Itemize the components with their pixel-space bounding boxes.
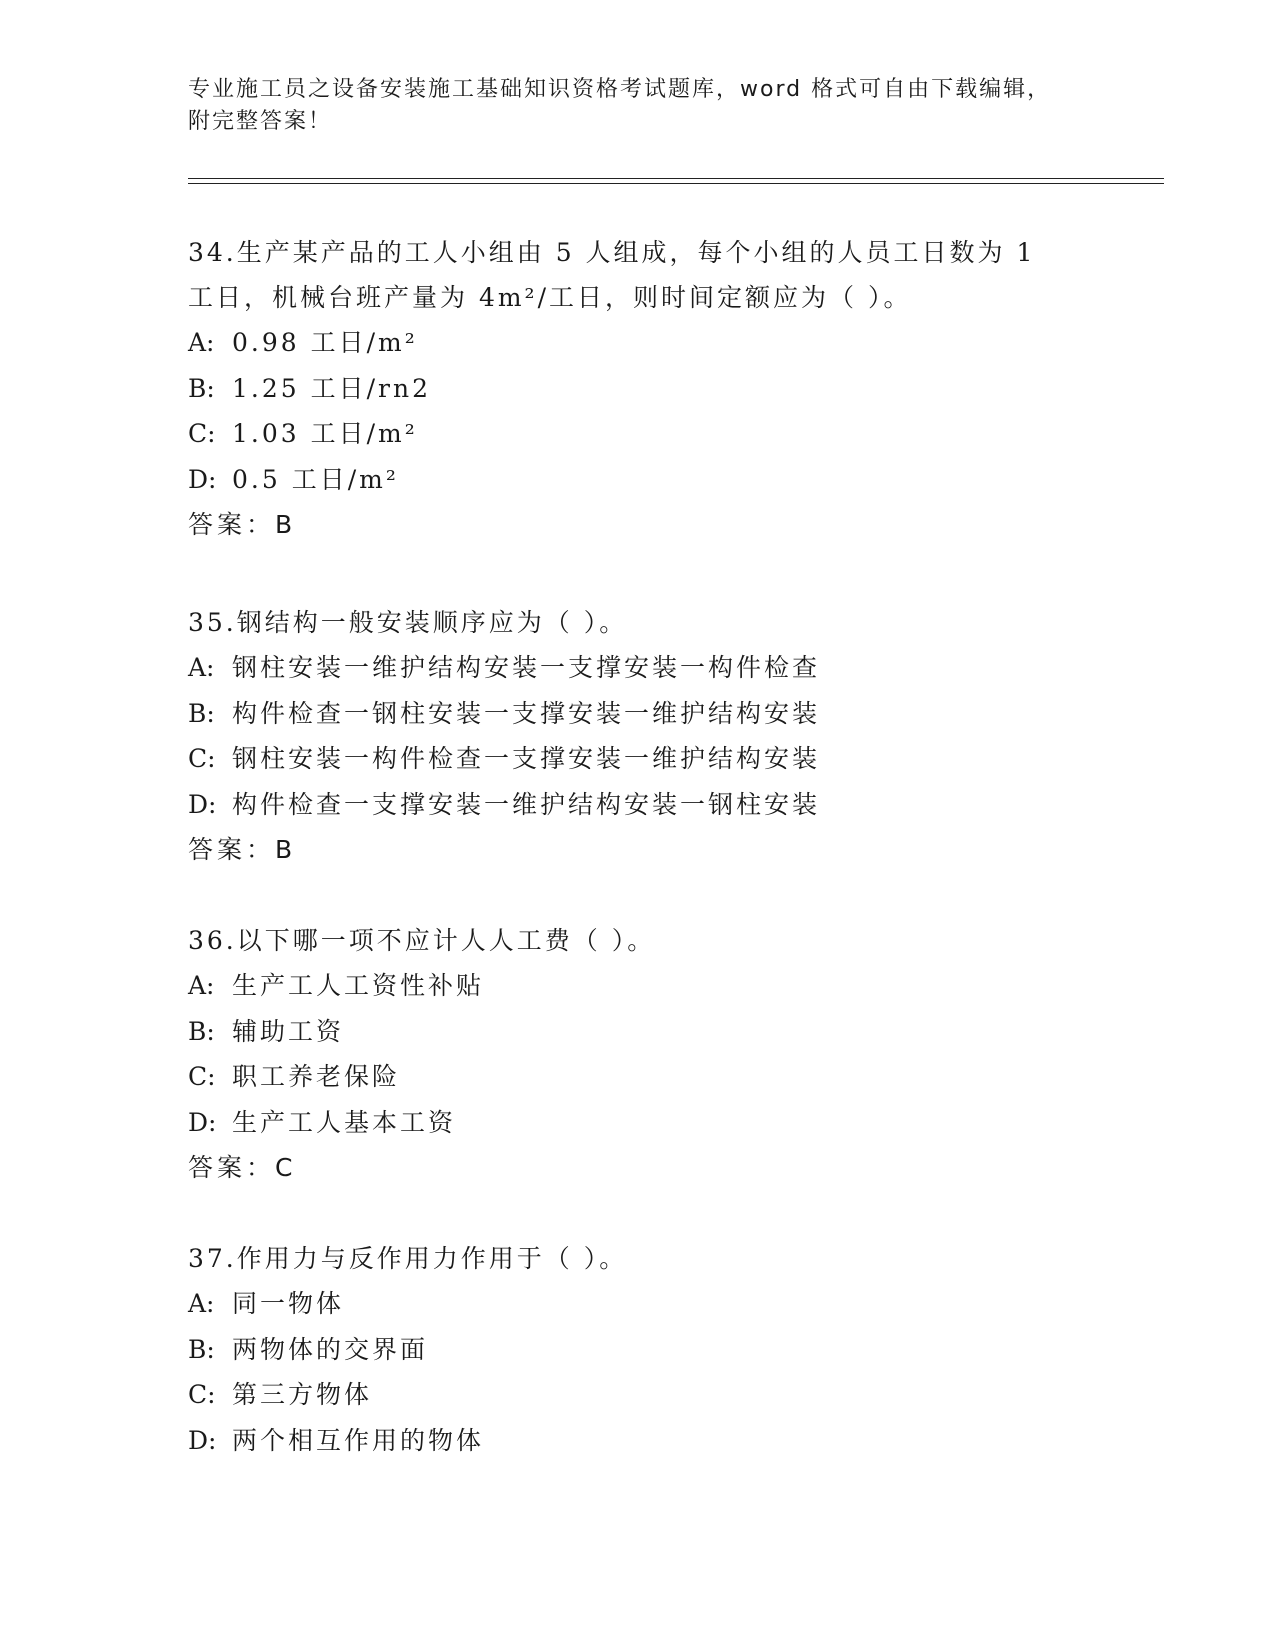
option-text: 生产工人基本工资	[232, 1107, 457, 1137]
option-text: 1.25 工日/rn2	[232, 373, 431, 403]
answer-label: 答案：	[188, 835, 276, 864]
header-divider-bottom	[188, 183, 1164, 184]
answer-line	[188, 1145, 1088, 1190]
option-c	[188, 736, 1088, 782]
question-37	[188, 1236, 1088, 1463]
question-34	[188, 230, 1068, 547]
option-text: 职工养老保险	[232, 1062, 401, 1091]
option-c	[188, 1372, 1088, 1418]
option-text: 钢柱安装一构件检查一支撑安装一维护结构安装	[232, 744, 821, 773]
option-key: C:	[188, 744, 216, 773]
option-b	[188, 691, 1088, 737]
option-text: 生产工人工资性补贴	[232, 971, 485, 1000]
question-stem: 34.生产某产品的工人小组由 5 人组成，每个小组的人员工日数为 1 工日，机械台班产量为 4m²/工日，则时间定额应为（ ）。	[188, 238, 1036, 312]
option-key: D:	[188, 1425, 217, 1455]
option-d	[188, 782, 1088, 828]
option-a	[188, 645, 1088, 691]
option-key: A:	[188, 653, 215, 682]
option-text: 两物体的交界面	[232, 1334, 429, 1364]
answer-value: B	[275, 510, 295, 539]
answer-label: 答案：	[188, 510, 276, 539]
option-key: B:	[188, 1016, 215, 1046]
option-key: D:	[188, 464, 217, 494]
option-c	[188, 411, 1068, 457]
option-key: D:	[188, 1107, 217, 1137]
option-key: B:	[188, 1334, 215, 1364]
option-c	[188, 1054, 1088, 1100]
option-d	[188, 1100, 1088, 1146]
question-stem: 36.以下哪一项不应计人人工费（ ）。	[188, 926, 656, 955]
option-text: 构件检查一支撑安装一维护结构安装一钢柱安装	[232, 789, 821, 819]
option-text: 辅助工资	[232, 1016, 345, 1046]
option-key: B:	[188, 373, 215, 403]
option-a	[188, 1281, 1088, 1327]
option-d	[188, 1418, 1088, 1464]
option-text: 0.98 工日/m²	[232, 328, 418, 357]
option-text: 1.03 工日/m²	[232, 419, 418, 448]
option-key: D:	[188, 789, 217, 819]
option-text: 同一物体	[232, 1289, 345, 1318]
question-35	[188, 600, 1088, 872]
option-key: C:	[188, 419, 216, 448]
question-36	[188, 918, 1088, 1190]
option-a	[188, 320, 1068, 366]
option-a	[188, 963, 1088, 1009]
option-text: 第三方物体	[232, 1380, 373, 1409]
option-text: 钢柱安装一维护结构安装一支撑安装一构件检查	[232, 653, 821, 682]
option-b	[188, 1009, 1088, 1055]
option-key: A:	[188, 971, 215, 1000]
option-d	[188, 457, 1068, 503]
option-key: A:	[188, 328, 215, 357]
question-stem: 37.作用力与反作用力作用于（ ）。	[188, 1244, 628, 1273]
option-b	[188, 366, 1068, 412]
option-key: C:	[188, 1380, 216, 1409]
option-b	[188, 1327, 1088, 1373]
answer-line	[188, 827, 1088, 872]
document-header: 专业施工员之设备安装施工基础知识资格考试题库，word 格式可自由下载编辑，附完整答案！	[188, 77, 1052, 134]
answer-line	[188, 502, 1068, 547]
option-text: 构件检查一钢柱安装一支撑安装一维护结构安装	[232, 698, 821, 728]
answer-value: C	[275, 1153, 295, 1182]
option-key: C:	[188, 1062, 216, 1091]
question-stem: 35.钢结构一般安装顺序应为（ ）。	[188, 608, 628, 637]
option-key: B:	[188, 698, 215, 728]
option-key: A:	[188, 1289, 215, 1318]
header-divider-top	[188, 178, 1164, 179]
answer-label: 答案：	[188, 1153, 276, 1182]
answer-value: B	[275, 835, 295, 864]
option-text: 两个相互作用的物体	[232, 1425, 485, 1455]
option-text: 0.5 工日/m²	[232, 464, 399, 494]
